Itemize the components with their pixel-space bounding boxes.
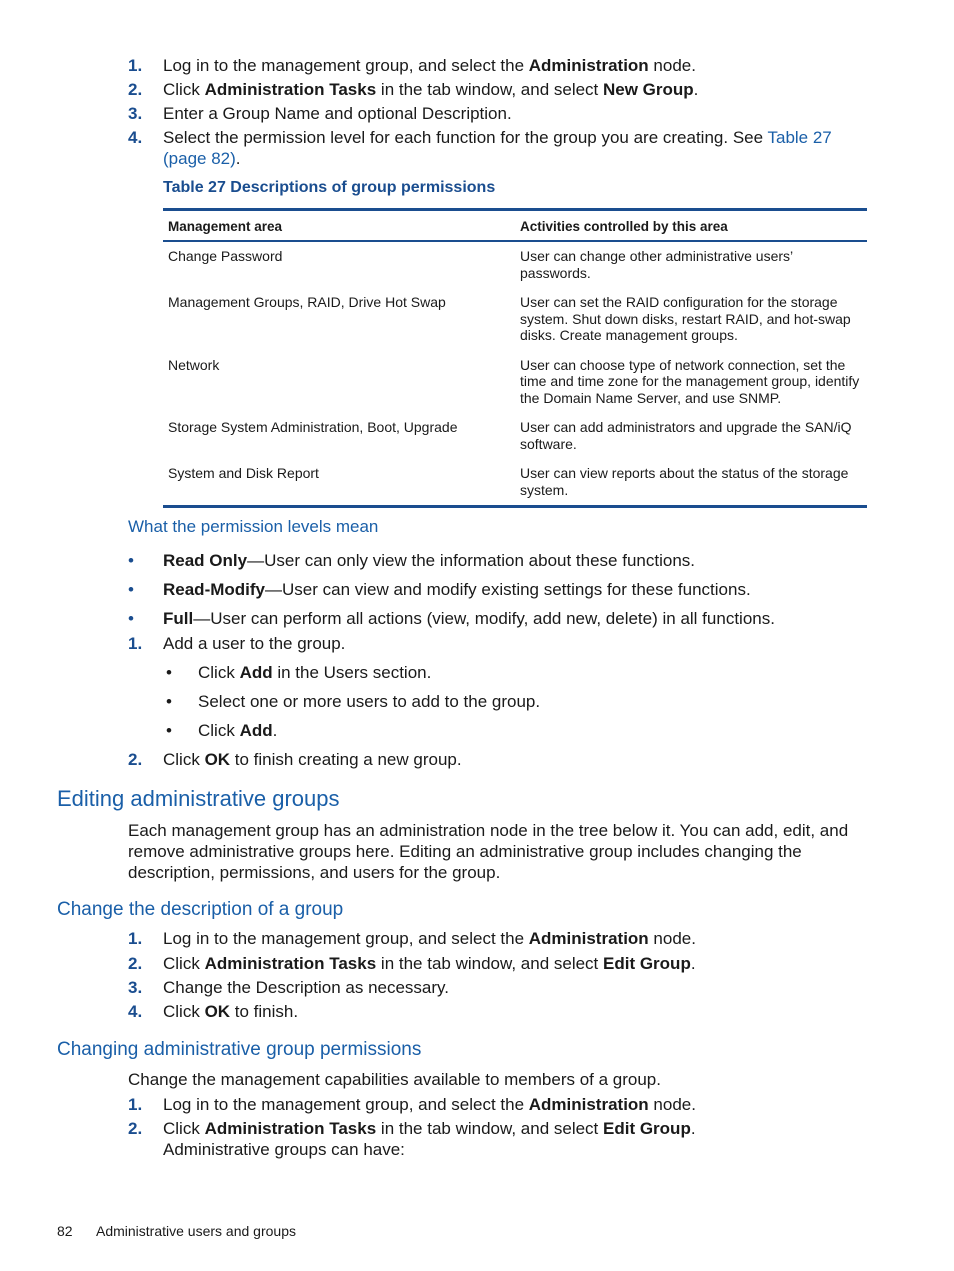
table-row xyxy=(163,351,867,414)
step-number: 4. xyxy=(128,1002,143,1021)
table-cell: Change Password xyxy=(168,248,283,264)
step-number: 1. xyxy=(128,929,143,948)
step-text: Click OK to finish creating a new group. xyxy=(163,750,462,769)
subsection-heading: Changing administrative group permissions xyxy=(57,1039,422,1060)
step-text: Click Administration Tasks in the tab window, and select Edit Group. xyxy=(163,954,696,973)
sub-item: Click Add. xyxy=(198,721,278,740)
paragraph: Change the management capabilities available to members of a group. xyxy=(128,1070,661,1089)
table-cell: User can choose type of network connection, set the time and time zone for the management group, identify the Domain Name Server, and use SNMP. xyxy=(520,356,860,406)
table-cell: User can set the RAID configuration for the storage system. Shut down disks, restart RAID, and hot-swap disks. Create management groups. xyxy=(520,294,851,343)
step-number: 2. xyxy=(128,1119,143,1138)
step-number: 2. xyxy=(128,80,143,99)
column-header: Management area xyxy=(163,210,515,242)
footer-title: Administrative users and groups xyxy=(96,1223,296,1239)
sub-item: Select one or more users to add to the group. xyxy=(198,692,541,711)
list-item: Full—User can perform all actions (view, modify, add new, delete) in all functions. xyxy=(163,609,775,628)
table-cell: Network xyxy=(168,356,220,373)
table-cell: Storage System Administration, Boot, Upgrade xyxy=(168,419,458,435)
step-text: Click OK to finish. xyxy=(163,1002,299,1021)
table-header-row xyxy=(163,210,867,242)
step-followup: Administrative groups can have: xyxy=(163,1140,405,1159)
sub-item: Click Add in the Users section. xyxy=(198,663,432,682)
sub-bullet: • xyxy=(166,663,172,682)
bullet: • xyxy=(128,580,134,599)
sub-bullet: • xyxy=(166,721,172,740)
step-number: 1. xyxy=(128,634,143,653)
section-heading: Editing administrative groups xyxy=(57,786,340,811)
table-cell: User can view reports about the status of the storage system. xyxy=(520,465,849,498)
table-cell: User can add administrators and upgrade the SAN/iQ software. xyxy=(520,419,852,452)
step-number: 3. xyxy=(128,104,143,123)
section-heading: What the permission levels mean xyxy=(128,517,379,536)
step-number: 4. xyxy=(128,128,143,147)
step-number: 2. xyxy=(128,954,143,973)
list-item: Read-Modify—User can view and modify existing settings for these functions. xyxy=(163,580,751,599)
paragraph: Each management group has an administration node in the tree below it. You can add, edit, and remove administrative groups here. Editing an administrative group includes changing the description, permissions, and users for the group. xyxy=(128,821,849,882)
step-number: 3. xyxy=(128,978,143,997)
step-text: Log in to the management group, and select the Administration node. xyxy=(163,929,696,948)
sub-bullet: • xyxy=(166,692,172,711)
step-text-continued: (page 82). xyxy=(163,149,241,168)
table-caption: Table 27 Descriptions of group permissions xyxy=(163,179,496,196)
step-number: 1. xyxy=(128,56,143,75)
step-number: 2. xyxy=(128,750,143,769)
step-text: Select the permission level for each function for the group you are creating. See Table 27 xyxy=(163,128,832,147)
table-row xyxy=(163,413,867,459)
step-text: Click Administration Tasks in the tab window, and select New Group. xyxy=(163,80,699,99)
step-text: Click Administration Tasks in the tab window, and select Edit Group. xyxy=(163,1119,696,1138)
table-cell: Management Groups, RAID, Drive Hot Swap xyxy=(168,294,446,310)
table-27-link[interactable]: Table 27 xyxy=(767,128,832,147)
permissions-table xyxy=(163,208,867,508)
step-text: Enter a Group Name and optional Description. xyxy=(163,104,512,123)
step-text: Log in to the management group, and select the Administration node. xyxy=(163,1095,696,1114)
bullet: • xyxy=(128,551,134,570)
list-item: Read Only—User can only view the information about these functions. xyxy=(163,551,695,570)
page-number: 82 xyxy=(57,1223,73,1239)
table-row xyxy=(163,241,867,288)
page-82-link[interactable]: (page 82) xyxy=(163,149,236,168)
step-number: 1. xyxy=(128,1095,143,1114)
table-cell: System and Disk Report xyxy=(168,465,319,481)
table-cell: User can change other administrative users’ passwords. xyxy=(520,248,793,281)
subsection-heading: Change the description of a group xyxy=(57,899,344,920)
step-text: Add a user to the group. xyxy=(163,634,346,653)
bullet: • xyxy=(128,609,134,628)
step-text: Log in to the management group, and select the Administration node. xyxy=(163,56,696,75)
table-row xyxy=(163,459,867,507)
step-text: Change the Description as necessary. xyxy=(163,978,450,997)
column-header: Activities controlled by this area xyxy=(515,210,867,242)
table-row xyxy=(163,288,867,351)
